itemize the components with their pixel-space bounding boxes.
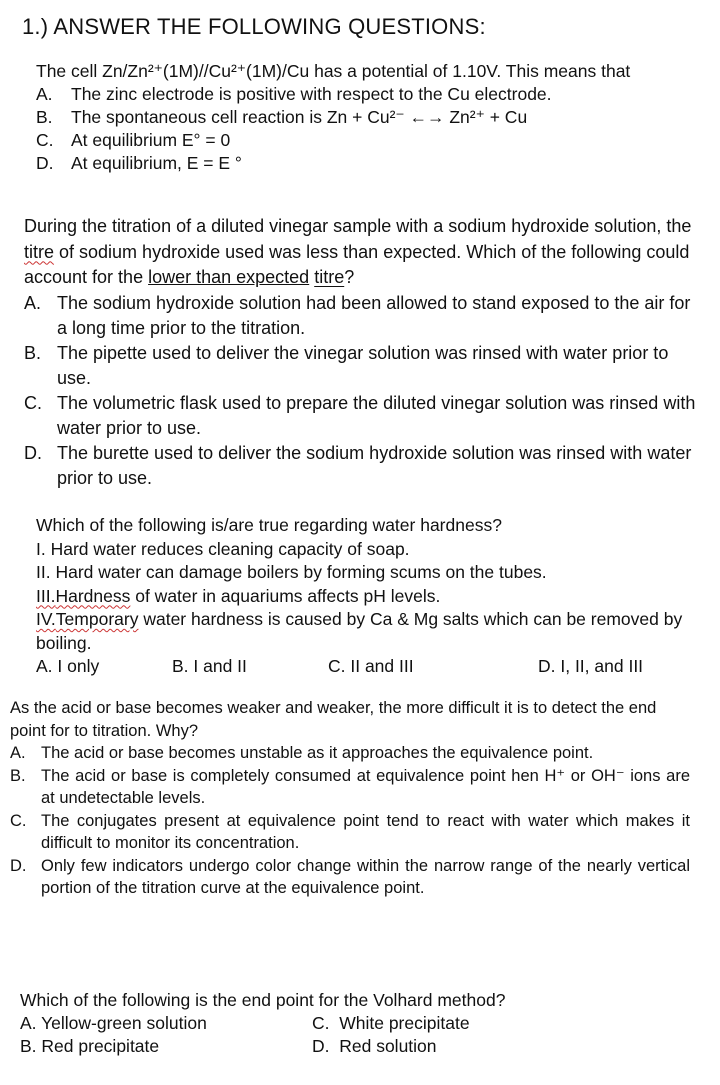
statement-number: III. [36, 585, 56, 606]
page-heading: 1.) ANSWER THE FOLLOWING QUESTIONS: [22, 14, 486, 39]
question-weak-acid-endpoint [10, 697, 690, 900]
option-letter: C. [10, 811, 27, 830]
question-stem: The cell Zn/Zn²⁺(1M)//Cu²⁺(1M)/Cu has a potential of 1.10V. This means that [36, 61, 631, 81]
option-letter: D. [24, 442, 42, 463]
statement [36, 538, 712, 562]
option-text: The spontaneous cell reaction is Zn + Cu²⁻ ←→ Zn²⁺ + Cu [71, 107, 528, 127]
option-letter: C. [312, 1013, 330, 1033]
question-stem: As the acid or base becomes weaker and weaker, the more difficult it is to detect the end point for to titration. Why? [10, 699, 657, 740]
option-d [24, 441, 704, 491]
option-letter: B. [36, 107, 53, 127]
option-row [20, 1035, 680, 1058]
choice-a: A. I only [36, 656, 100, 676]
choice-b: B. I and II [172, 656, 247, 676]
spellcheck-word: Hardness [55, 585, 131, 606]
option-c [36, 129, 712, 152]
choice-c: C. II and III [328, 656, 414, 676]
statement [36, 561, 712, 585]
option-text: The zinc electrode is positive with respect to the Cu electrode. [71, 84, 552, 104]
option-c [312, 1012, 470, 1035]
option-letter: B. [24, 342, 42, 363]
statement [36, 608, 712, 655]
option-letter: C. [24, 392, 42, 413]
option-a [20, 1012, 312, 1035]
option-text: The pipette used to deliver the vinegar solution was rinsed with water prior to use. [57, 342, 669, 388]
answer-choices [36, 655, 712, 681]
option-text: Only few indicators undergo color change within the narrow range of the nearly vertical portion of the titration curve at the equivalence point. [41, 856, 690, 897]
choice-d: D. I, II, and III [538, 656, 644, 676]
option-text: The volumetric flask used to prepare the diluted vinegar solution was rinsed with water prior to use. [57, 392, 696, 438]
question-water-hardness [36, 514, 712, 681]
option-letter: A. [10, 744, 26, 762]
option-letter: D. [312, 1036, 330, 1056]
spellcheck-word: titre [314, 267, 345, 287]
statement-text: water hardness is caused by Ca & Mg salts which can be removed by boiling. [36, 609, 683, 653]
spellcheck-word: Temporary [55, 609, 139, 629]
question-stem: Which of the following is the end point for the Volhard method? [20, 990, 506, 1010]
option-text: Red precipitate [41, 1036, 160, 1056]
question-titration-vinegar [24, 214, 704, 491]
option-b [36, 106, 712, 129]
option-d [36, 152, 712, 175]
statement-text: Hard water reduces cleaning capacity of soap. [45, 538, 410, 559]
option-letter: C. [36, 130, 54, 150]
stem-part: During the titration of a diluted vinegar sample with a sodium hydroxide solution, the [24, 216, 692, 236]
statement-number: I. [36, 538, 46, 559]
option-letter: D. [10, 856, 27, 875]
stem-part: of sodium hydroxide used was less than expected. Which of the following could account for the [24, 241, 690, 287]
option-b [20, 1035, 312, 1058]
statement [36, 585, 712, 609]
option-text: At equilibrium, E = E ° [71, 153, 242, 173]
question-stem: Which of the following is/are true regarding water hardness? [36, 515, 502, 535]
option-a [36, 83, 712, 106]
option-c [24, 391, 704, 441]
underlined-phrase: lower than expected [148, 267, 310, 287]
option-text: The acid or base becomes unstable as it approaches the equivalence point. [41, 744, 594, 762]
stem-part: ? [344, 267, 355, 287]
option-text: The conjugates present at equivalence point tend to react with water which makes it difficult to monitor its concentration. [41, 811, 690, 852]
option-letter: B. [10, 766, 26, 785]
spellcheck-word: titre [24, 241, 55, 262]
option-text: The burette used to deliver the sodium hydroxide solution was rinsed with water prior to use. [57, 442, 692, 488]
option-a [10, 742, 690, 765]
option-a [24, 291, 704, 341]
option-letter: A. [36, 84, 53, 104]
option-c [10, 810, 690, 855]
option-text: The sodium hydroxide solution had been allowed to stand exposed to the air for a long time prior to the titration. [57, 292, 691, 338]
statement-text: Hard water can damage boilers by forming scums on the tubes. [50, 562, 547, 582]
option-text: At equilibrium E° = 0 [71, 130, 231, 150]
option-letter: B. [20, 1036, 37, 1056]
option-letter: D. [36, 153, 54, 173]
statement-number: II. [36, 562, 51, 582]
option-b [24, 341, 704, 391]
option-text: The acid or base is completely consumed at equivalence point hen H⁺ or OH⁻ ions are at undetectable levels. [41, 766, 690, 807]
option-text: White precipitate [339, 1013, 470, 1033]
question-volhard-method [20, 989, 680, 1058]
option-text: Red solution [339, 1036, 437, 1056]
question-stem [24, 214, 704, 291]
option-letter: A. [20, 1013, 37, 1033]
option-b [10, 765, 690, 810]
option-d [312, 1035, 437, 1058]
option-row [20, 1012, 680, 1035]
statement-number: IV. [36, 609, 56, 629]
option-letter: A. [24, 292, 42, 313]
statement-text: of water in aquariums affects pH levels. [130, 585, 441, 606]
option-text: Yellow-green solution [41, 1013, 207, 1033]
option-d [10, 855, 690, 900]
question-electrochemistry [36, 60, 712, 175]
